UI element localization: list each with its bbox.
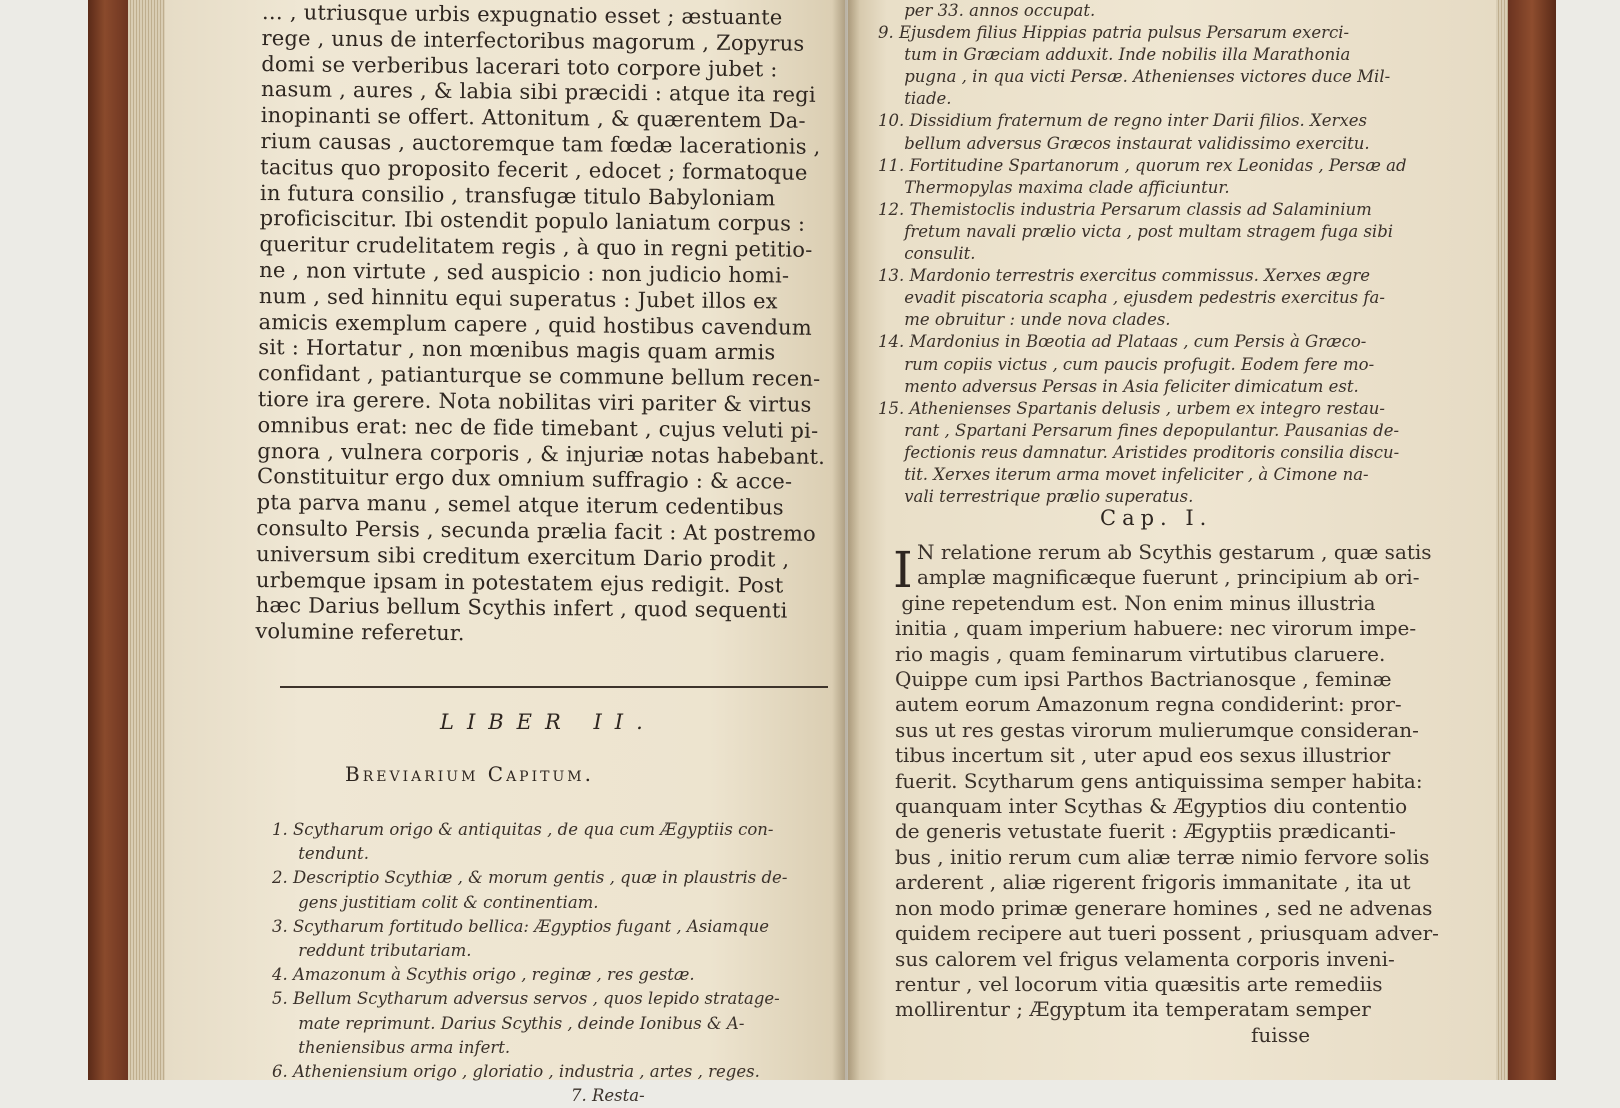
text-line: omnibus erat: nec de fide timebant , cujus veluti pi- bbox=[257, 412, 819, 443]
text-line: universum sibi creditum exercitum Dario prodit , bbox=[256, 541, 790, 572]
text-line: in futura consilio , transfugæ titulo Babyloniam bbox=[259, 180, 776, 210]
summary-line: fretum navali prælio victa , post multam stragem fuga sibi bbox=[878, 221, 1394, 241]
text-line: volumine referetur. bbox=[255, 619, 465, 646]
summary-line: 2. Descriptio Scythiæ , & morum gentis , quæ in plaustris de- bbox=[272, 868, 788, 888]
section-rule bbox=[280, 686, 828, 688]
drop-cap: I bbox=[893, 541, 913, 599]
summary-line: reddunt tributariam. bbox=[272, 941, 472, 961]
text-line: amplæ magnificæque fuerunt , principium ab ori- bbox=[917, 565, 1420, 590]
summary-line: consulit. bbox=[878, 244, 976, 264]
text-line: tiore ira gerere. Nota nobilitas viri pariter & virtus bbox=[257, 386, 812, 417]
summary-line: 5. Bellum Scytharum adversus servos , quos lepido stratage- bbox=[272, 989, 780, 1009]
summary-line: rum copiis victus , cum paucis profugit. Eodem fere mo- bbox=[878, 354, 1375, 374]
summary-line: 10. Dissidium fraternum de regno inter Darii filios. Xerxes bbox=[878, 111, 1367, 131]
left-body-text bbox=[255, 0, 830, 651]
summary-line: 6. Atheniensium origo , gloriatio , industria , artes , reges. bbox=[272, 1062, 760, 1082]
text-line: rium causas , auctoremque tam fœdæ lacerationis , bbox=[260, 128, 821, 159]
text-line: nasum , aures , & labia sibi præcidi : atque ita regi bbox=[260, 77, 816, 108]
summary-line: tendunt. bbox=[272, 844, 369, 864]
book-gutter bbox=[832, 0, 860, 1080]
text-line: N relatione rerum ab Scythis gestarum , quæ satis bbox=[917, 540, 1432, 564]
summary-line: gens justitiam colit & continentiam. bbox=[272, 892, 599, 912]
text-line: sit : Hortatur , non mœnibus magis quam armis bbox=[258, 335, 776, 365]
summary-line: pugna , in qua victi Persæ. Athenienses victores duce Mil- bbox=[878, 67, 1391, 87]
summary-line: 14. Mardonius in Bœotia ad Plataas , cum Persis à Græco- bbox=[878, 332, 1367, 352]
text-line: domi se verberibus lacerari toto corpore jubet : bbox=[261, 51, 778, 81]
book-heading: LIBER II. bbox=[440, 710, 656, 734]
text-line: quidem recipere aut tueri possent , priusquam adver- bbox=[895, 921, 1439, 946]
text-line: tibus incertum sit , uter apud eos sexus illustrior bbox=[895, 743, 1391, 768]
summary-line: Thermopylas maxima clade afficiuntur. bbox=[878, 177, 1230, 197]
summary-line: tit. Xerxes iterum arma movet infeliciter , à Cimone na- bbox=[878, 464, 1369, 484]
chapter-summary-list-right bbox=[878, 0, 1407, 508]
summary-line: 11. Fortitudine Spartanorum , quorum rex Leonidas , Persæ ad bbox=[878, 155, 1407, 175]
text-line: gnora , vulnera corporis , & injuriæ notas habebant. bbox=[257, 438, 826, 469]
text-line: fuisse bbox=[895, 1022, 1311, 1047]
text-line: amicis exemplum capere , quid hostibus cavendum bbox=[258, 309, 813, 340]
text-line: tacitus quo proposito fecerit , edocet ; formatoque bbox=[260, 154, 808, 185]
summary-line: fectionis reus damnatur. Aristides proditoris consilia discu- bbox=[878, 442, 1400, 462]
summary-line: tum in Græciam adduxit. Inde nobilis illa Marathonia bbox=[878, 45, 1351, 65]
summary-line: evadit piscatoria scapha , ejusdem pedestris exercitus fa- bbox=[878, 288, 1385, 308]
text-line: queritur crudelitatem regis , à quo in regni petitio- bbox=[259, 232, 813, 262]
summary-line: theniensibus arma infert. bbox=[272, 1037, 511, 1057]
right-body-text bbox=[895, 540, 1439, 1048]
text-line: pta parva manu , semel atque iterum cedentibus bbox=[256, 490, 784, 520]
chapter-heading: Cap. I. bbox=[1100, 506, 1213, 530]
text-line: sus calorem vel frigus velamenta corporis inveni- bbox=[895, 946, 1395, 971]
text-line: rio magis , quam feminarum virtutibus claruere. bbox=[895, 641, 1386, 666]
text-line: ne , non virtute , sed auspicio : non judicio homi- bbox=[259, 257, 790, 288]
text-line: proficiscitur. Ibi ostendit populo laniatum corpus : bbox=[259, 206, 806, 237]
summary-line: mate reprimunt. Darius Scythis , deinde Ionibus & A- bbox=[272, 1013, 745, 1033]
text-line: urbemque ipsam in potestatem ejus redigit. Post bbox=[255, 567, 784, 598]
text-line: non modo primæ generare homines , sed ne advenas bbox=[895, 895, 1433, 920]
summary-line: 1. Scytharum origo & antiquitas , de qua cum Ægyptiis con- bbox=[272, 820, 774, 839]
text-line: Quippe cum ipsi Parthos Bactrianosque , feminæ bbox=[895, 667, 1392, 692]
text-line: num , sed hinnitu equi superatus : Jubet illos ex bbox=[258, 283, 778, 314]
summary-line: mento adversus Persas in Asia feliciter dimicatum est. bbox=[878, 376, 1359, 396]
summary-line: 15. Athenienses Spartanis delusis , urbem ex integro restau- bbox=[878, 398, 1385, 418]
book-cover-right bbox=[1508, 0, 1556, 1080]
breviarium-heading: Breviarium Capitum. bbox=[345, 762, 594, 786]
summary-line: 4. Amazonum à Scythis origo , reginæ , res gestæ. bbox=[272, 965, 695, 985]
chapter-summary-list-left bbox=[272, 818, 787, 1108]
text-line: sus ut res gestas virorum mulierumque consideran- bbox=[895, 717, 1419, 742]
text-line: rentur , vel locorum vitia quæsitis arte remediis bbox=[895, 971, 1383, 996]
text-line: quanquam inter Scythas & Ægyptios diu contentio bbox=[895, 794, 1408, 819]
text-line: arderent , aliæ rigerent frigoris immanitate , ita ut bbox=[895, 870, 1411, 895]
summary-line: me obruitur : unde nova clades. bbox=[878, 310, 1171, 330]
summary-line: 13. Mardonio terrestris exercitus commissus. Xerxes ægre bbox=[878, 266, 1370, 286]
summary-line: rant , Spartani Persarum fines depopulantur. Pausanias de- bbox=[878, 420, 1400, 440]
text-line: … , utriusque urbis expugnatio esset ; æstuante bbox=[261, 0, 783, 30]
summary-line: 9. Ejusdem filius Hippias patria pulsus Persarum exerci- bbox=[878, 23, 1350, 43]
text-line: de generis vetustate fuerit : Ægyptiis prædicanti- bbox=[895, 819, 1396, 844]
summary-line: 12. Themistoclis industria Persarum classis ad Salaminium bbox=[878, 199, 1372, 219]
page-edges-left bbox=[128, 0, 168, 1080]
text-line: fuerit. Scytharum gens antiquissima semper habita: bbox=[895, 768, 1423, 793]
text-line: inopinanti se offert. Attonitum , & quærentem Da- bbox=[260, 103, 806, 133]
text-line: rege , unus de interfectoribus magorum , Zopyrus bbox=[261, 25, 805, 56]
summary-line: 7. Resta- bbox=[272, 1086, 645, 1106]
book-cover-left bbox=[88, 0, 130, 1080]
summary-line: per 33. annos occupat. bbox=[878, 1, 1096, 20]
text-line: mollirentur ; Ægyptum ita temperatam semper bbox=[895, 997, 1371, 1022]
text-line: initia , quam imperium habuere: nec virorum impe- bbox=[895, 616, 1417, 641]
text-line: consulto Persis , secunda prælia facit : At postremo bbox=[256, 515, 817, 546]
text-line: gine repetendum est. Non enim minus illustria bbox=[895, 590, 1376, 615]
summary-line: bellum adversus Græcos instaurat validissimo exercitu. bbox=[878, 133, 1370, 153]
summary-line: tiade. bbox=[878, 89, 952, 109]
text-line: bus , initio rerum cum aliæ terræ nimio fervore solis bbox=[895, 844, 1430, 869]
text-line: Constituitur ergo dux omnium suffragio : & acce- bbox=[256, 464, 793, 494]
text-line: autem eorum Amazonum regna condiderint: pror- bbox=[895, 692, 1402, 717]
text-line: confidant , patianturque se commune bellum recen- bbox=[257, 361, 821, 392]
summary-line: vali terrestrique prælio superatus. bbox=[878, 487, 1194, 507]
summary-line: 3. Scytharum fortitudo bellica: Ægyptios fugant , Asiamque bbox=[272, 916, 769, 936]
text-line: hæc Darius bellum Scythis infert , quod sequenti bbox=[255, 593, 788, 623]
